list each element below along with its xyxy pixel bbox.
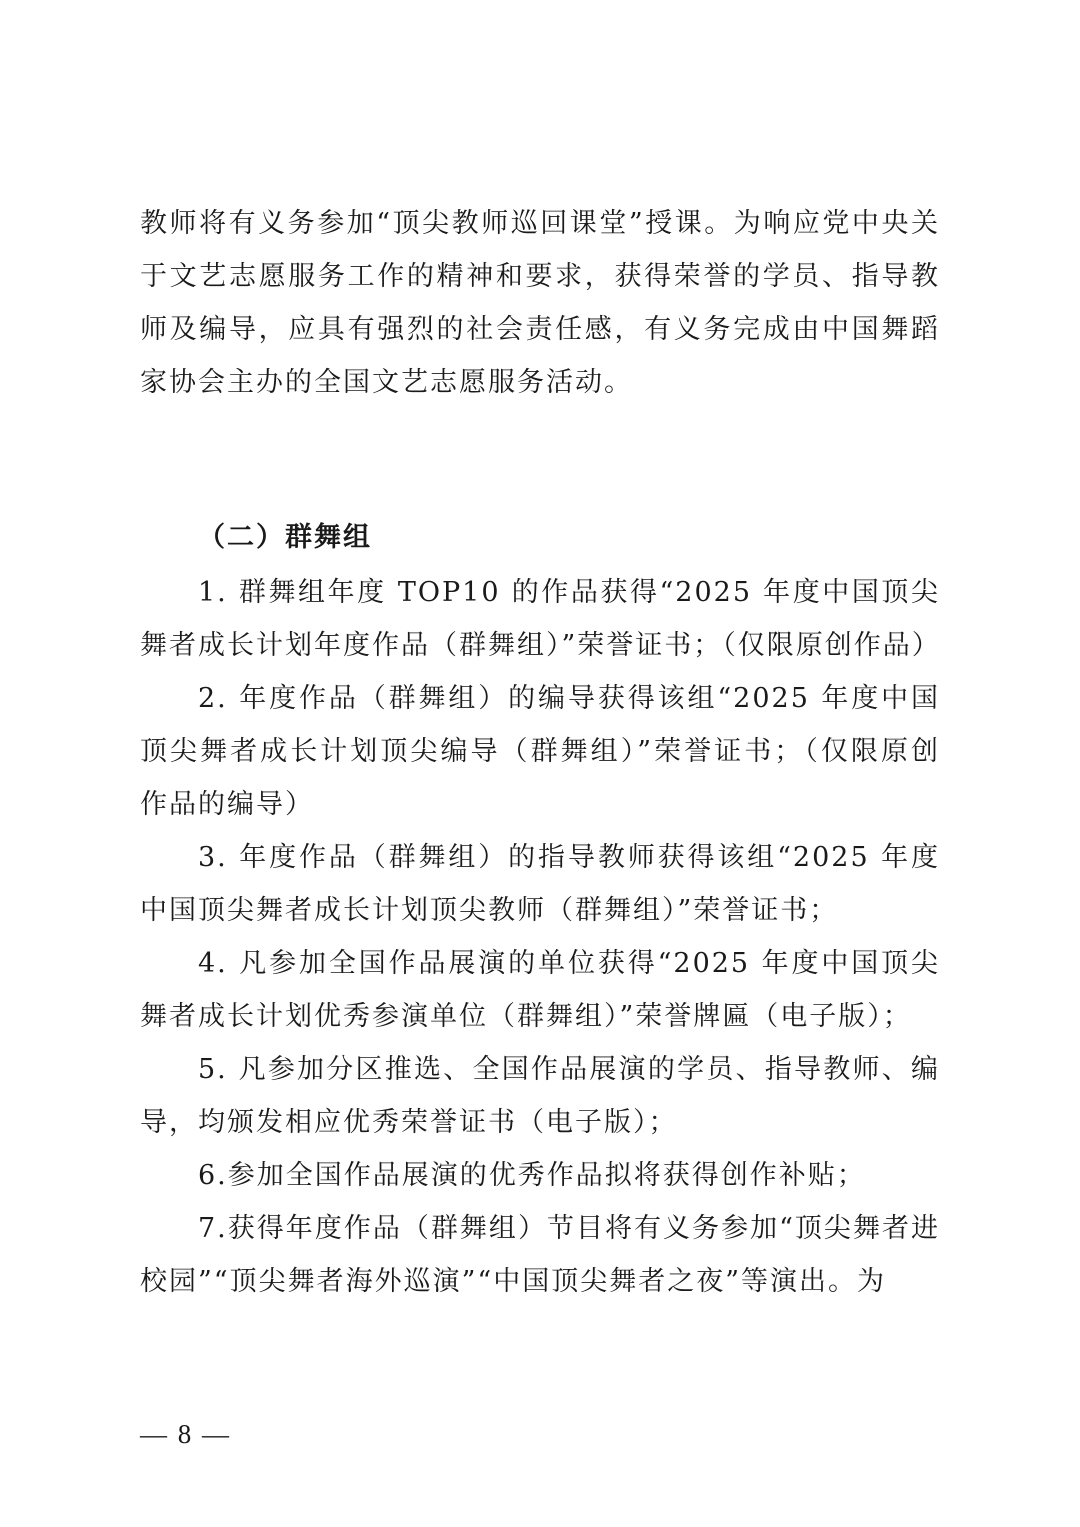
award-list — [140, 566, 940, 1308]
list-item: 5. 凡参加分区推选、全国作品展演的学员、指导教师、编导，均颁发相应优秀荣誉证书（电子版）； — [140, 1054, 940, 1138]
list-item: 2. 年度作品（群舞组）的编导获得该组“2025 年度中国顶尖舞者成长计划顶尖编导（群舞组）”荣誉证书；（仅限原创作品的编导） — [140, 683, 940, 820]
page-number: — 8 — — [140, 1419, 231, 1449]
continuation-paragraph: 教师将有义务参加“顶尖教师巡回课堂”授课。为响应党中央关于文艺志愿服务工作的精神和要求，获得荣誉的学员、指导教师及编导，应具有强烈的社会责任感，有义务完成由中国舞蹈家协会主办的全国文艺志愿服务活动。 — [140, 208, 940, 398]
list-item: 3. 年度作品（群舞组）的指导教师获得该组“2025 年度中国顶尖舞者成长计划顶尖教师（群舞组）”荣誉证书； — [140, 842, 940, 926]
list-item: 6.参加全国作品展演的优秀作品拟将获得创作补贴； — [198, 1160, 866, 1191]
list-item: 7.获得年度作品（群舞组）节目将有义务参加“顶尖舞者进校园”“顶尖舞者海外巡演”“中国顶尖舞者之夜”等演出。为 — [140, 1213, 940, 1297]
section-heading: （二）群舞组 — [198, 522, 372, 553]
list-item: 4. 凡参加全国作品展演的单位获得“2025 年度中国顶尖舞者成长计划优秀参演单位（群舞组）”荣誉牌匾（电子版）； — [140, 948, 940, 1032]
list-item: 1. 群舞组年度 TOP10 的作品获得“2025 年度中国顶尖舞者成长计划年度作品（群舞组）”荣誉证书；（仅限原创作品） — [140, 577, 941, 661]
